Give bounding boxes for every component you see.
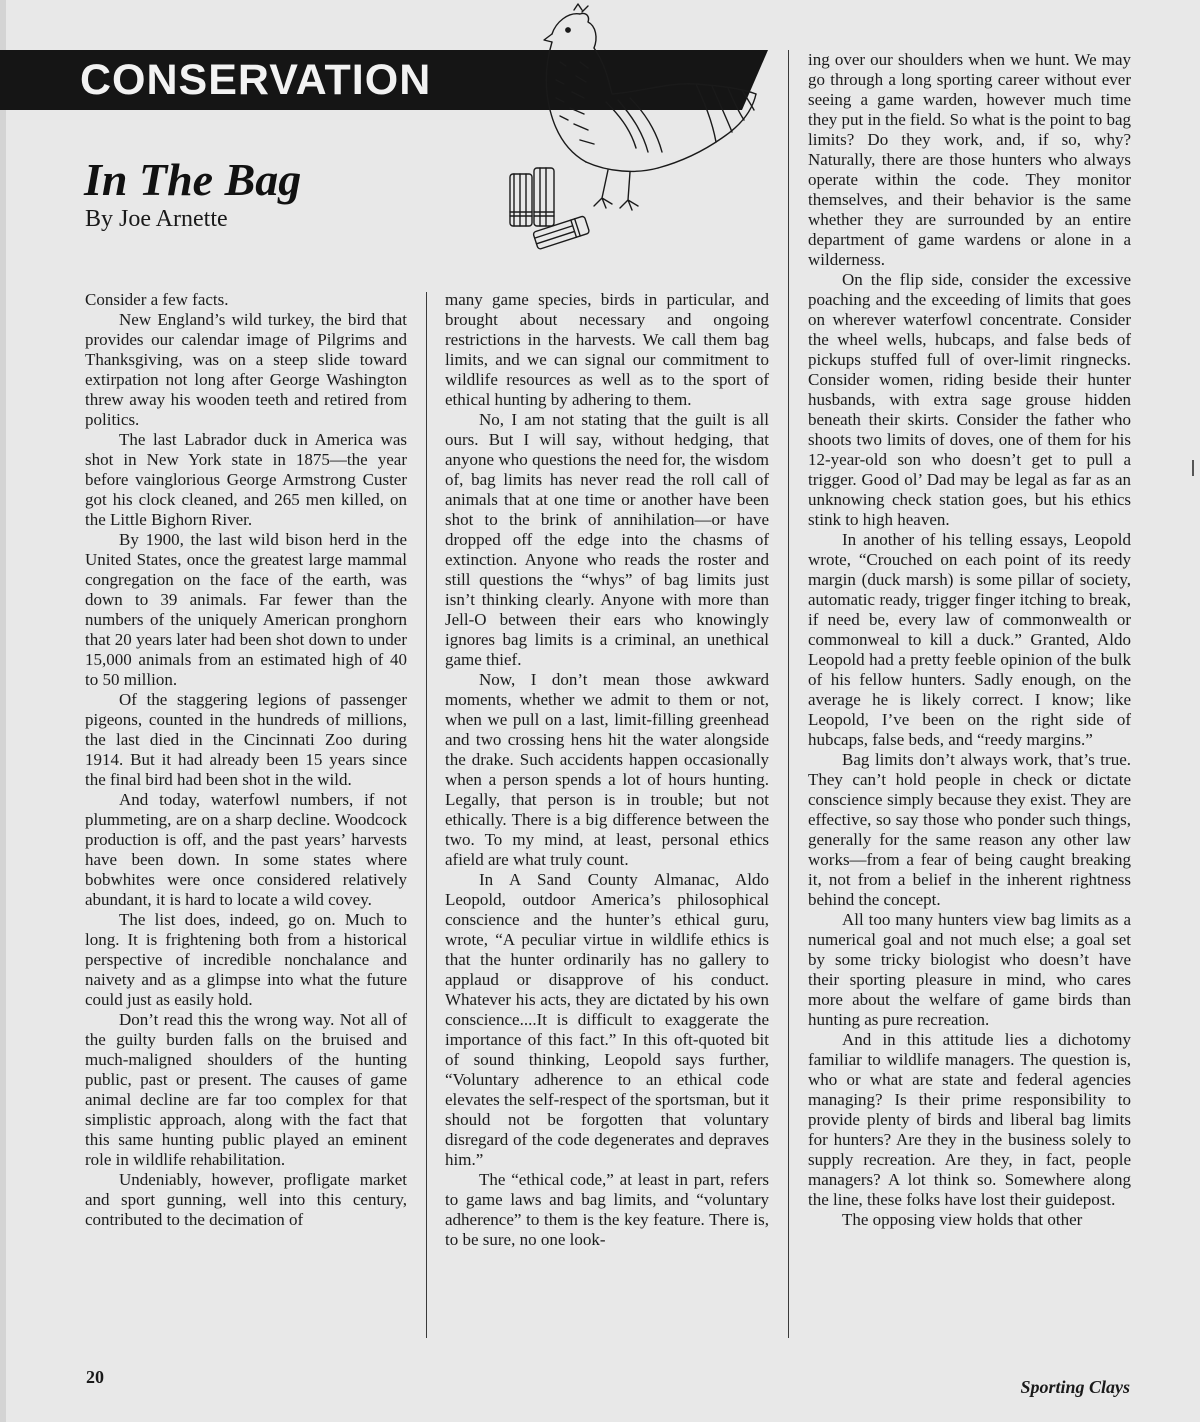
paragraph: In another of his telling essays, Leopold wrote, “Crouched on each point of its reedy margin (duck marsh) is some pillar of society, automatic ready, trigger finger itching to break, if need be, every law of commonwealth or commonweal to kill a duck.” Granted, Aldo Leopold had a pretty feeble opinion of the bulk of his fellow hunters. Sadly enough, on the average he is likely correct. I know; like Leopold, I’ve been on the right side of hubcaps, false beds, and “reedy margins.” — [808, 530, 1131, 749]
paragraph: The “ethical code,” at least in part, refers to game laws and bag limits, and “voluntary adherence” to them is the key feature. There is, to be sure, no one look- — [445, 1170, 769, 1249]
paragraph: The opposing view holds that other — [842, 1210, 1083, 1229]
paragraph: No, I am not stating that the guilt is all ours. But I will say, without hedging, that anyone who questions the need for, the wisdom of, bag limits has never read the roll call of animals that at one time or another have been shot to the brink of annihilation—or have dropped off the edge into the chasms of extinction. Anyone who reads the roster and still questions the “whys” of bag limits just isn’t thinking clearly. Anyone with more than Jell-O between their ears who knowingly ignores bag limits is a criminal, an unethical game thief. — [445, 410, 769, 669]
text-column-3 — [808, 50, 1131, 1230]
paragraph: By 1900, the last wild bison herd in the United States, once the greatest large mammal congregation on the face of the earth, was down to 39 animals. Far fewer than the numbers of the uniquely American pronghorn that 20 years later had been shot down to under 15,000 animals from an estimated high of 40 to 50 million. — [85, 530, 407, 689]
paragraph: Bag limits don’t always work, that’s true. They can’t hold people in check or dictate conscience simply because they exist. They are effective, so say those who ponder such things, generally for the same reason any other law works—from a fear of being caught breaking it, not from a belief in the inherent rightness behind the concept. — [808, 750, 1131, 909]
paragraph: And in this attitude lies a dichotomy familiar to wildlife managers. The question is, who or what are state and federal agencies managing? Is their prime responsibility to provide plenty of birds and liberal bag limits for hunters? Are they in the business solely to supply recreation. Are they, in fact, people managers? A lot think so. Somewhere along the line, these folks have lost their guidepost. — [808, 1030, 1131, 1209]
grouse-icon — [490, 2, 770, 252]
magazine-name: Sporting Clays — [1020, 1377, 1130, 1397]
paragraph: And today, waterfowl numbers, if not plummeting, are on a sharp decline. Woodcock production is off, and the past years’ harvests have been down. In some states where bobwhites were once considered relatively abundant, it is hard to locate a wild covey. — [85, 790, 407, 909]
paragraph: Consider a few facts. — [85, 290, 229, 309]
paragraph: In A Sand County Almanac, Aldo Leopold, outdoor America’s philosophical conscience and the hunter’s ethical guru, wrote, “A peculiar virtue in wildlife ethics is that the hunter ordinarily has no gallery to applaud or disapprove of his conduct. Whatever his acts, they are dictated by his own conscience....It is difficult to exaggerate the importance of this fact.” In this oft-quoted bit of sound thinking, Leopold says further, “Voluntary adherence to an ethical code elevates the self-respect of the sportsman, but it should not be forgotten that voluntary disregard of the code degenerates and depraves him.” — [445, 870, 769, 1169]
paragraph: many game species, birds in particular, and brought about necessary and ongoing restrictions in the harvests. We call them bag limits, and we can signal our commitment to wildlife resources as well as to the sport of ethical hunting by adhering to them. — [445, 290, 769, 409]
column-divider — [788, 50, 789, 1338]
text-column-2 — [445, 290, 769, 1250]
paragraph: On the flip side, consider the excessive poaching and the exceeding of limits that goes on wherever waterfowl concentrate. Consider the wheel wells, hubcaps, and false beds of pickups stuffed full of over-limit ringnecks. Consider women, riding beside their hunter husbands, with extra sage grouse hidden beneath their skirts. Consider the father who shoots two limits of doves, one of them for his 12-year-old son who doesn’t get to pull a trigger. Good ol’ Dad may be legal as far as an unknowing check station goes, but his ethics stink to high heaven. — [808, 270, 1131, 529]
column-divider — [426, 292, 427, 1338]
text-column-1 — [85, 290, 407, 1230]
paragraph: The list does, indeed, go on. Much to long. It is frightening both from a historical perspective of incredible nonchalance and naivety and as a glimpse into what the future could just as easily hold. — [85, 910, 407, 1009]
paragraph: Don’t read this the wrong way. Not all of the guilty burden falls on the bruised and much-maligned shoulders of the hunting public, past or present. The causes of game animal decline are far too complex for that simplistic approach, along with the fact that this same hunting public played an eminent role in wildlife rehabilitation. — [85, 1010, 407, 1169]
paragraph: ing over our shoulders when we hunt. We may go through a long sporting career without ever seeing a game warden, however much time they put in the field. So what is the point to bag limits? Do they work, and, if so, why? Naturally, there are those hunters who always operate within the code. They monitor themselves, and their behavior is the same whether they are surrounded by an entire department of game wardens or alone in a wilderness. — [808, 50, 1131, 269]
page-number: 20 — [86, 1367, 104, 1387]
paragraph: The last Labrador duck in America was shot in New York state in 1875—the year before vainglorious George Armstrong Custer got his clock cleaned, and 265 men killed, on the Little Bighorn River. — [85, 430, 407, 529]
section-title: CONSERVATION — [80, 56, 432, 104]
page-edge — [0, 0, 6, 1422]
paragraph: Now, I don’t mean those awkward moments, whether we admit to them or not, when we pull on a last, limit-filling greenhead and two crossing hens hit the water alongside the drake. Such accidents happen occasionally when a person spends a lot of hours hunting. Legally, that person is in trouble; but not ethically. There is a big difference between the two. To my mind, at least, personal ethics afield are what truly count. — [445, 670, 769, 869]
paragraph: Of the staggering legions of passenger pigeons, counted in the hundreds of millions, the last died in the Cincinnati Zoo during 1914. But it had already been 15 years since the final bird had been shot in the wild. — [85, 690, 407, 789]
paragraph: Undeniably, however, profligate market and sport gunning, well into this century, contributed to the decimation of — [85, 1170, 407, 1229]
article-byline: By Joe Arnette — [85, 206, 228, 232]
paragraph: All too many hunters view bag limits as a numerical goal and not much else; a goal set by some tricky biologist who doesn’t have their sporting pleasure in mind, who cares more about the welfare of game birds than hunting as pure recreation. — [808, 910, 1131, 1029]
paragraph: New England’s wild turkey, the bird that provides our calendar image of Pilgrims and Thanksgiving, was on a steep slide toward extirpation not long after George Washington threw away his wooden teeth and retired from politics. — [85, 310, 407, 429]
article-title: In The Bag — [84, 154, 302, 205]
page-edge-mark — [1192, 460, 1194, 476]
